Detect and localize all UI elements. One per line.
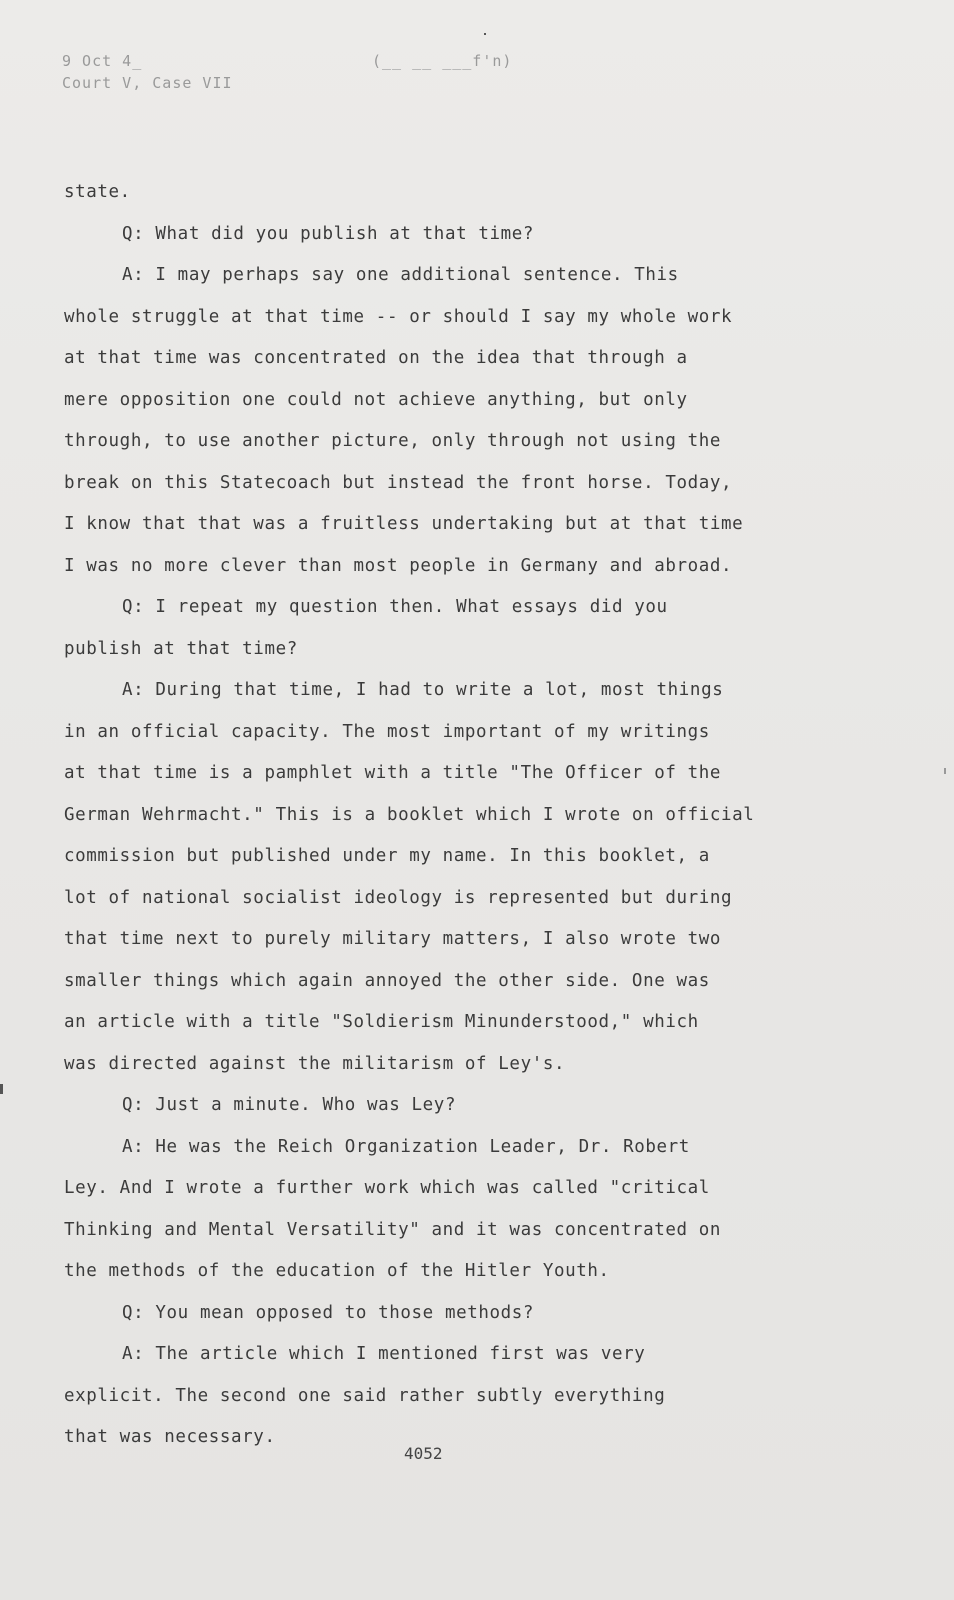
- transcript-line: Q: I repeat my question then. What essays did you: [122, 597, 668, 617]
- transcript-line: break on this Statecoach but instead the front horse. Today,: [64, 472, 733, 493]
- transcript-line: that time next to purely military matters, I also wrote two: [64, 929, 722, 949]
- margin-mark: [484, 33, 486, 35]
- transcript-body: [64, 172, 894, 1459]
- page-number: 4052: [404, 1444, 443, 1463]
- transcript-line: was directed against the militarism of Ley's.: [64, 1053, 566, 1074]
- header-date-line: 9 Oct 4_: [62, 52, 143, 70]
- transcript-line: whole struggle at that time -- or should I say my whole work: [64, 306, 733, 327]
- transcript-line: that was necessary.: [64, 1427, 276, 1447]
- transcript-line: state.: [64, 182, 131, 202]
- margin-mark: [0, 1084, 3, 1094]
- transcript-line: at that time is a pamphlet with a title "The Officer of the: [64, 763, 722, 783]
- transcript-line: Thinking and Mental Versatility" and it was concentrated on: [64, 1219, 722, 1240]
- header-right-text: (__ __ ___f'n): [372, 52, 513, 70]
- transcript-line: Ley. And I wrote a further work which was called "critical: [64, 1178, 710, 1198]
- transcript-line: commission but published under my name. In this booklet, a: [64, 846, 710, 866]
- transcript-line: A: I may perhaps say one additional sentence. This: [122, 265, 679, 285]
- transcript-line: A: During that time, I had to write a lot, most things: [122, 680, 724, 700]
- transcript-line: an article with a title "Soldierism Minunderstood," which: [64, 1012, 699, 1032]
- transcript-line: I was no more clever than most people in Germany and abroad.: [64, 555, 733, 576]
- transcript-line: Q: Just a minute. Who was Ley?: [122, 1095, 457, 1115]
- transcript-line: Q: What did you publish at that time?: [122, 223, 535, 244]
- transcript-line: lot of national socialist ideology is represented but during: [64, 887, 733, 908]
- transcript-line: A: The article which I mentioned first was very: [122, 1344, 646, 1364]
- transcript-line: smaller things which again annoyed the other side. One was: [64, 970, 710, 991]
- transcript-line: at that time was concentrated on the idea that through a: [64, 348, 688, 368]
- transcript-line: in an official capacity. The most important of my writings: [64, 721, 710, 742]
- transcript-line: mere opposition one could not achieve anything, but only: [64, 389, 688, 410]
- transcript-line: the methods of the education of the Hitler Youth.: [64, 1261, 610, 1281]
- transcript-line: explicit. The second one said rather subtly everything: [64, 1385, 666, 1406]
- transcript-line: publish at that time?: [64, 638, 298, 659]
- transcript-line: I know that that was a fruitless undertaking but at that time: [64, 514, 744, 534]
- header-case-line: Court V, Case VII: [62, 74, 233, 92]
- page-header: [62, 50, 513, 94]
- margin-mark: [944, 768, 946, 774]
- transcript-line: German Wehrmacht." This is a booklet which I wrote on official: [64, 804, 755, 825]
- transcript-line: Q: You mean opposed to those methods?: [122, 1302, 535, 1323]
- transcript-line: A: He was the Reich Organization Leader, Dr. Robert: [122, 1136, 690, 1157]
- transcript-line: through, to use another picture, only through not using the: [64, 431, 722, 451]
